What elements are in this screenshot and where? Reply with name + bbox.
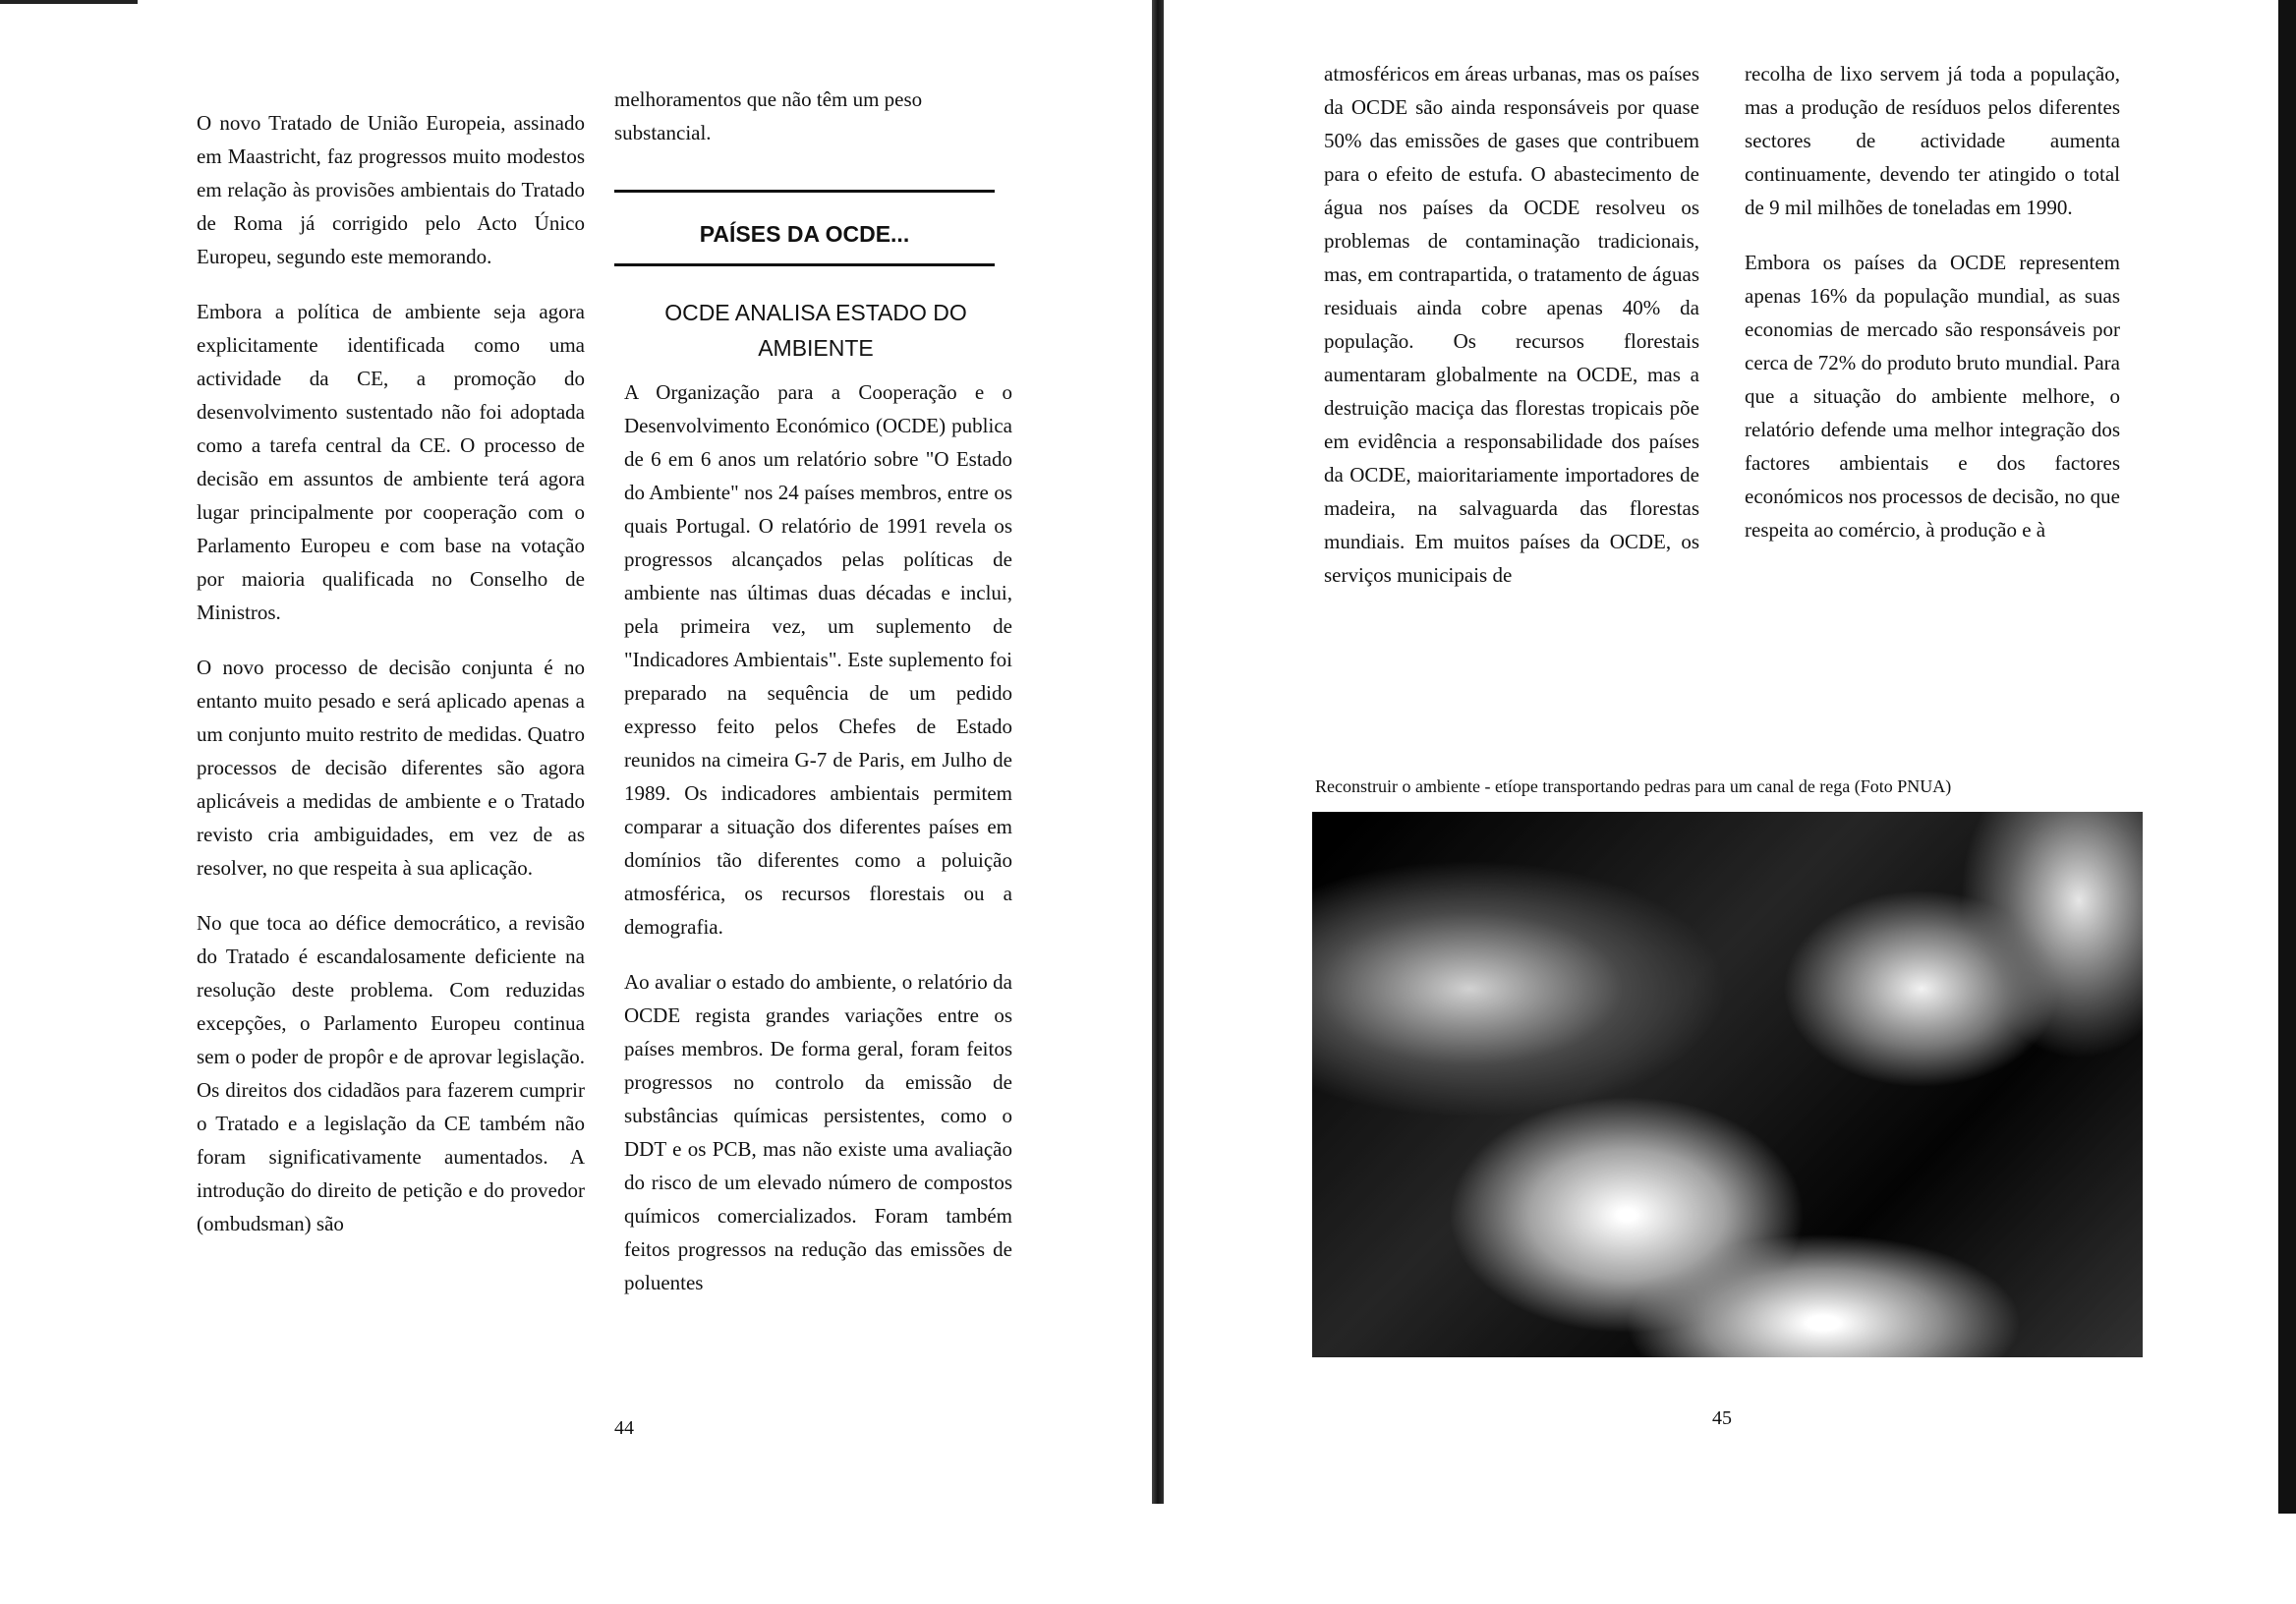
article-title: OCDE ANALISA ESTADO DO AMBIENTE	[664, 300, 967, 361]
photo-caption: Reconstruir o ambiente - etíope transportando pedras para um canal de rega (Foto PNUA)	[1315, 776, 1952, 796]
right-column-2	[1745, 57, 2120, 568]
section-rule-bottom	[614, 263, 995, 266]
page-number-right: 45	[1712, 1407, 1732, 1429]
page-number-left: 44	[614, 1417, 634, 1439]
paragraph: recolha de lixo servem já toda a população, mas a produção de resíduos pelos diferentes sectores de actividade aumenta continuamente, devendo ter atingido o total de 9 mil milhões de toneladas em 1990.	[1745, 62, 2120, 219]
paragraph: Embora os países da OCDE representem apenas 16% da população mundial, as suas economias de mercado são responsáveis por cerca de 72% do produto bruto mundial. Para que a situação do ambiente melhore, o relatório defende uma melhor integração dos factores ambientais e dos factores económicos nos processos de decisão, no que respeita ao comércio, à produção e à	[1745, 251, 2120, 542]
paragraph: No que toca ao défice democrático, a revisão do Tratado é escandalosamente deficiente na resolução deste problema. Com reduzidas excepções, o Parlamento Europeu continua sem o poder de propôr e de aprovar legislação. Os direitos dos cidadãos para fazerem cumprir o Tratado e a legislação da CE também não foram significativamente aumentados. A introdução do direito de petição e do provedor (ombudsman) são	[197, 911, 585, 1235]
scan-edge-mark	[0, 0, 138, 4]
paragraph: O novo processo de decisão conjunta é no entanto muito pesado e será aplicado apenas a um conjunto muito restrito de medidas. Quatro processos de decisão diferentes são agora aplicáveis a medidas de ambiente e o Tratado revisto cria ambiguidades, em vez de as resolver, no que respeita à sua aplicação.	[197, 656, 585, 880]
paragraph: A Organização para a Cooperação e o Desenvolvimento Económico (OCDE) publica de 6 em 6 anos um relatório sobre "O Estado do Ambiente" nos 24 países membros, entre os quais Portugal. O relatório de 1991 revela os progressos alcançados pelas políticas de ambiente nas últimas duas décadas e inclui, pela primeira vez, um suplemento de "Indicadores Ambientais". Este suplemento foi preparado na sequência de um pedido expresso feito pelos Chefes de Estado reunidos na cimeira G-7 de Paris, em Julho de 1989. Os indicadores ambientais permitem comparar a situação dos diferentes países em domínios tão diferentes como a poluição atmosférica, os recursos florestais ou a demografia.	[624, 380, 1012, 939]
section-title: PAÍSES DA OCDE...	[699, 221, 910, 247]
paragraph: Embora a política de ambiente seja agora explicitamente identificada como uma actividade da CE, a promoção do desenvolvimento sustentado não foi adoptada como a tarefa central da CE. O processo de decisão em assuntos de ambiente terá agora lugar principalmente por cooperação com o Parlamento Europeu e com base na votação por maioria qualificada no Conselho de Ministros.	[197, 300, 585, 624]
paragraph: O novo Tratado de União Europeia, assinado em Maastricht, faz progressos muito modestos em relação às provisões ambientais do Tratado de Roma já corrigido pelo Acto Único Europeu, segundo este memorando.	[197, 111, 585, 268]
left-column-1	[197, 106, 585, 1262]
page-edge	[2278, 0, 2296, 1514]
left-column-2	[624, 375, 1012, 1321]
photo	[1312, 812, 2143, 1357]
right-column-1	[1324, 57, 1699, 613]
paragraph: atmosféricos em áreas urbanas, mas os países da OCDE são ainda responsáveis por quase 50% das emissões de gases que contribuem para o efeito de estufa. O abastecimento de água nos países da OCDE resolveu os problemas de contaminação tradicionais, mas, em contrapartida, o tratamento de águas residuais ainda cobre apenas 40% da população. Os recursos florestais aumentaram globalmente na OCDE, mas a destruição maciça das florestas tropicais põe em evidência a responsabilidade dos países da OCDE, maioritariamente importadores de madeira, na salvaguarda das florestas mundiais. Em muitos países da OCDE, os serviços municipais de	[1324, 62, 1699, 587]
paragraph: Ao avaliar o estado do ambiente, o relatório da OCDE regista grandes variações entre os países membros. De forma geral, foram feitos progressos no controlo da emissão de substâncias químicas persistentes, como o DDT e os PCB, mas não existe uma avaliação do risco de um elevado número de compostos químicos comercializados. Foram também feitos progressos na redução das emissões de poluentes	[624, 970, 1012, 1294]
column-2-continuation: melhoramentos que não têm um peso substancial.	[614, 87, 923, 144]
book-spine	[1152, 0, 1164, 1504]
section-rule-top	[614, 190, 995, 193]
